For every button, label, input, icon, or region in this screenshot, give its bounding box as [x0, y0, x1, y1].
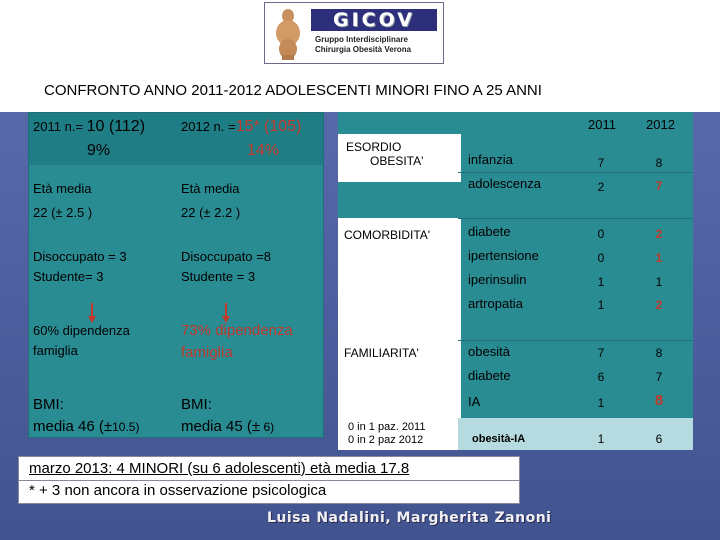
row-label: diabete — [468, 368, 511, 383]
row-value-2011: 7 — [597, 346, 605, 360]
footer-note-line1: 0 in 1 paz. 2011 — [348, 421, 426, 433]
row-label: diabete — [468, 224, 511, 239]
row-value-2011: 0 — [597, 251, 605, 265]
category-familiarita-box — [338, 318, 461, 418]
note-line2: * + 3 non ancora in osservazione psicologica — [29, 482, 327, 499]
row-value-2012: 8 — [655, 346, 663, 360]
dependency-2011-line1: 60% dipendenza — [33, 323, 130, 338]
row-value-2012: 1 — [655, 275, 663, 289]
page-title: CONFRONTO ANNO 2011-2012 ADOLESCENTI MINORI FINO A 25 ANNI — [44, 82, 542, 99]
year-header-2012: 2012 — [646, 117, 675, 132]
comparison-panel — [28, 112, 324, 438]
category-esordio-line2: OBESITA' — [370, 154, 424, 168]
logo-subtitle: Gruppo Interdisciplinare Chirurgia Obesità Verona — [315, 35, 412, 54]
row-label: obesità — [468, 344, 510, 359]
header-2011: 2011 n.= 10 (112) — [33, 118, 146, 135]
row-value-2011: 1 — [597, 275, 605, 289]
header-2012: 2012 n. =15* (105) — [181, 118, 302, 135]
row-value-2011: 0 — [597, 227, 605, 241]
dependency-2012-line1: 73% dipendenza — [181, 322, 293, 339]
logo-wordmark: GICOV — [311, 9, 437, 31]
row-value-2012: 7 — [655, 179, 663, 193]
row-value-2011: 1 — [597, 396, 605, 410]
row-label: iperinsulin — [468, 272, 527, 287]
dependency-2011-line2: famiglia — [33, 343, 78, 358]
row-label: IA — [468, 394, 481, 409]
row-value-2012: 1 — [655, 251, 663, 265]
category-esordio-line1: ESORDIO — [346, 140, 402, 154]
row-label: artropatia — [468, 296, 523, 311]
row-value-2011: 2 — [597, 180, 605, 194]
footer-label: obesità-IA — [472, 433, 526, 445]
footer-value-2012: 6 — [655, 432, 663, 446]
row-value-2011: 7 — [597, 156, 605, 170]
bmi-label-2012: BMI: — [181, 396, 212, 413]
bmi-value-2012: media 45 (± 6) — [181, 418, 275, 435]
age-label-2012: Età media — [181, 181, 240, 196]
venus-figurine-icon — [271, 7, 305, 61]
row-divider — [458, 172, 693, 173]
authors-credit: Luisa Nadalini, Margherita Zanoni — [267, 510, 552, 526]
row-label: ipertensione — [468, 248, 539, 263]
student-2012: Studente = 3 — [181, 269, 256, 284]
unemployed-2011: Disoccupato = 3 — [33, 249, 127, 264]
dependency-2012-line2: famiglia — [181, 344, 233, 361]
row-label: infanzia — [468, 152, 513, 167]
row-value-2012: 8 — [654, 392, 664, 409]
logo — [264, 2, 444, 64]
category-comorbidita: COMORBIDITA' — [344, 228, 431, 242]
category-familiarita: FAMILIARITA' — [344, 346, 419, 360]
age-value-2011: 22 (± 2.5 ) — [33, 205, 93, 220]
note-divider — [19, 480, 519, 481]
student-2011: Studente= 3 — [33, 269, 104, 284]
data-table — [338, 112, 693, 448]
header-2012-pct: 14% — [247, 142, 280, 159]
row-value-2012: 2 — [655, 298, 663, 312]
header-2011-pct: 9% — [87, 142, 111, 159]
row-value-2012: 8 — [655, 156, 663, 170]
year-header-2011: 2011 — [588, 117, 616, 132]
note-box — [18, 456, 520, 504]
footer-value-2011: 1 — [597, 432, 605, 446]
row-label: adolescenza — [468, 176, 541, 191]
down-arrow-icon — [221, 303, 231, 323]
age-label-2011: Età media — [33, 181, 92, 196]
row-value-2012: 2 — [655, 227, 663, 241]
bmi-value-2011: media 46 (±10.5) — [33, 418, 140, 435]
down-arrow-icon — [87, 303, 97, 323]
note-line1: marzo 2013: 4 MINORI (su 6 adolescenti) età media 17.8 — [29, 460, 410, 477]
age-value-2012: 22 (± 2.2 ) — [181, 205, 241, 220]
row-value-2012: 7 — [655, 370, 663, 384]
row-divider — [458, 340, 693, 341]
bmi-label-2011: BMI: — [33, 396, 64, 413]
row-value-2011: 6 — [597, 370, 605, 384]
row-value-2011: 1 — [597, 298, 605, 312]
unemployed-2012: Disoccupato =8 — [181, 249, 271, 264]
footer-note-line2: 0 in 2 paz 2012 — [348, 434, 424, 446]
row-divider — [458, 218, 693, 219]
